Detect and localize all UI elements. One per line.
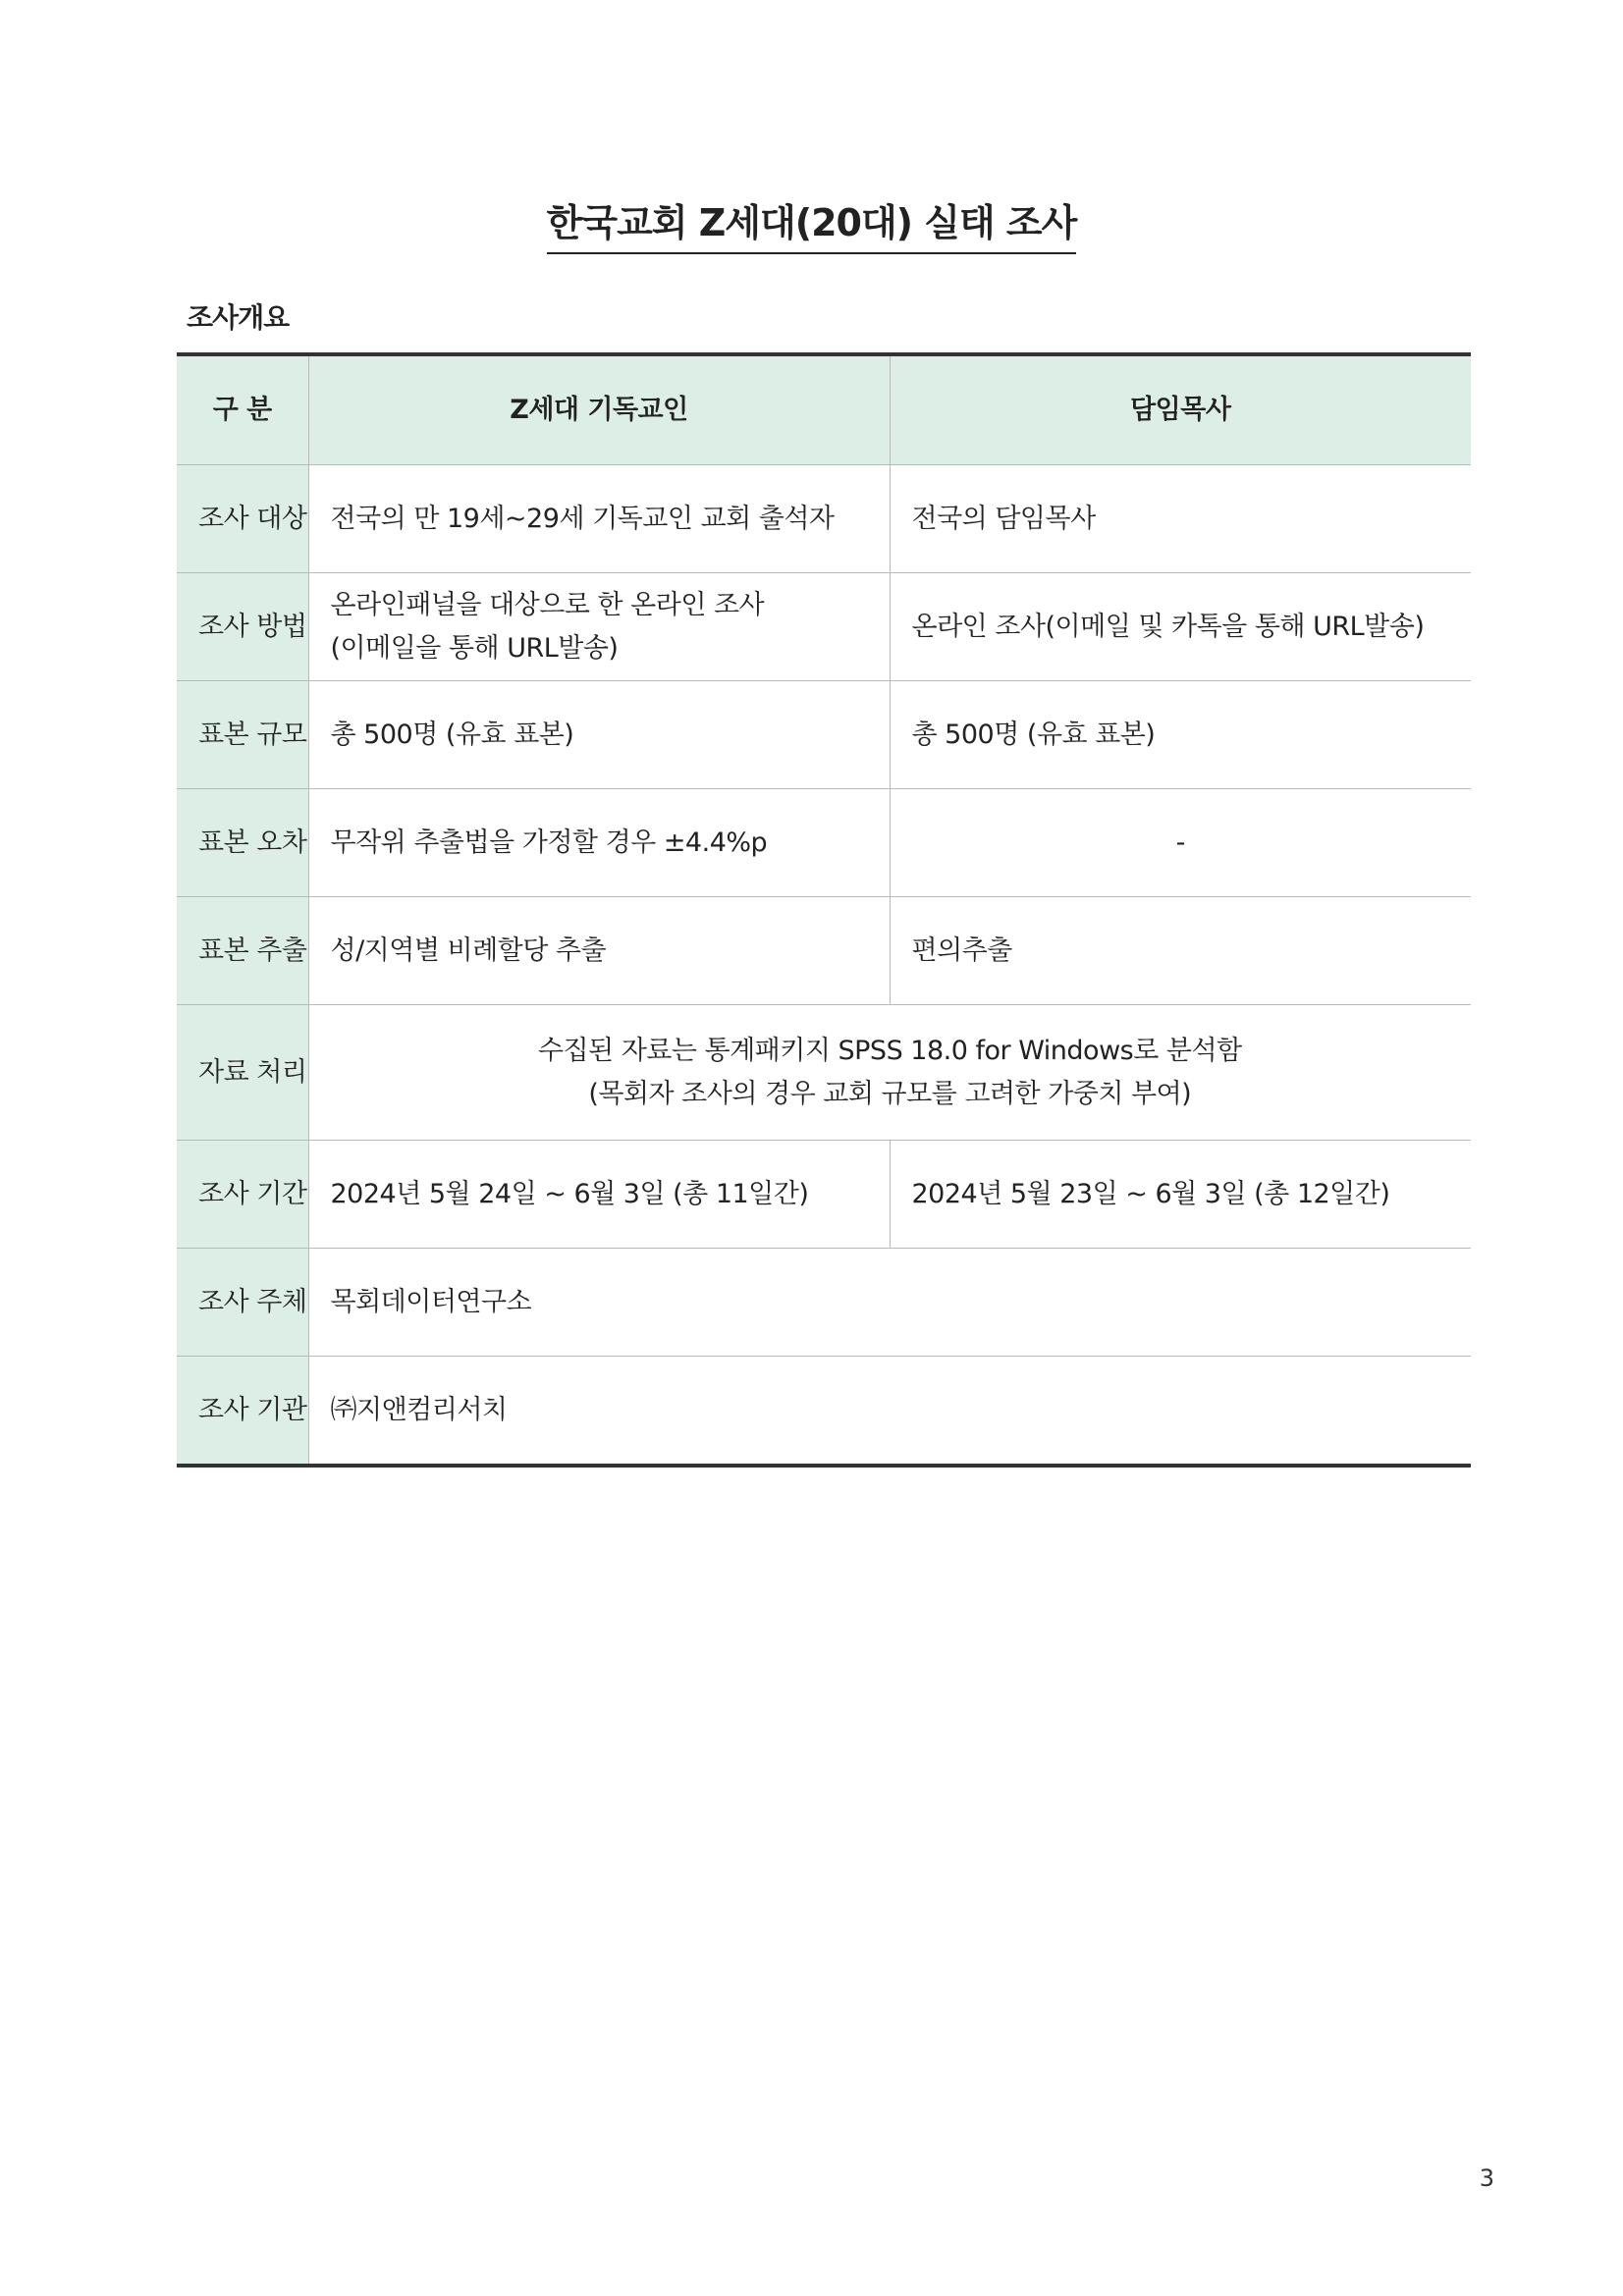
- cell-line: 온라인패널을 대상으로 한 온라인 조사: [330, 590, 765, 621]
- cell-line: 전국의 담임목사: [911, 503, 1096, 534]
- cell-line: ㈜지앤컴리서치: [330, 1394, 508, 1425]
- survey-overview-table: [177, 352, 1471, 1468]
- cell-line: (이메일을 통해 URL발송): [330, 632, 619, 664]
- header-z-generation: Z세대 기독교인: [308, 354, 890, 465]
- row-label: 조사 방법: [177, 573, 308, 681]
- table-row: [177, 465, 1471, 573]
- row-label: 조사 기관: [177, 1357, 308, 1467]
- cell-pastor: [890, 897, 1471, 1005]
- cell-line: 수집된 자료는 통계패키지 SPSS 18.0 for Windows로 분석함: [537, 1036, 1242, 1067]
- row-label: 자료 처리: [177, 1005, 308, 1141]
- table-row: [177, 789, 1471, 897]
- row-label: 조사 기간: [177, 1141, 308, 1249]
- document-title-text: 한국교회 Z세대(20대) 실태 조사: [547, 192, 1077, 254]
- cell-pastor: [890, 1141, 1471, 1249]
- document-title: [0, 192, 1623, 254]
- row-label: 표본 추출: [177, 897, 308, 1005]
- section-heading: 조사개요: [187, 301, 290, 334]
- header-pastor: 담임목사: [890, 354, 1471, 465]
- cell-z-generation: [308, 465, 890, 573]
- cell-z-generation: [308, 573, 890, 681]
- cell-merged: [308, 1249, 1471, 1357]
- table-header-row: [177, 354, 1471, 465]
- cell-line: 편의추출: [911, 934, 1012, 966]
- page-number: 3: [1479, 2164, 1494, 2192]
- cell-z-generation: [308, 681, 890, 789]
- cell-line: 무작위 추출법을 가정할 경우 ±4.4%p: [330, 827, 768, 858]
- row-label: 표본 오차: [177, 789, 308, 897]
- table-row: [177, 1005, 1471, 1141]
- row-label: 조사 대상: [177, 465, 308, 573]
- cell-line: 2024년 5월 24일 ~ 6월 3일 (총 11일간): [330, 1178, 809, 1209]
- cell-pastor: [890, 465, 1471, 573]
- cell-line: (목회자 조사의 경우 교회 규모를 고려한 가중치 부여): [588, 1078, 1192, 1109]
- table-row: [177, 1141, 1471, 1249]
- cell-merged: [308, 1005, 1471, 1141]
- table-row: [177, 1357, 1471, 1467]
- cell-pastor: [890, 573, 1471, 681]
- cell-z-generation: [308, 789, 890, 897]
- header-label: 구 분: [177, 354, 308, 465]
- cell-pastor: [890, 681, 1471, 789]
- cell-line: 총 500명 (유효 표본): [330, 719, 574, 750]
- table-row: [177, 681, 1471, 789]
- cell-line: 총 500명 (유효 표본): [911, 719, 1156, 750]
- cell-line: 2024년 5월 23일 ~ 6월 3일 (총 12일간): [911, 1178, 1390, 1209]
- cell-line: -: [1175, 827, 1185, 858]
- row-label: 조사 주체: [177, 1249, 308, 1357]
- table-row: [177, 573, 1471, 681]
- cell-z-generation: [308, 897, 890, 1005]
- table-row: [177, 1249, 1471, 1357]
- cell-line: 목회데이터연구소: [330, 1286, 532, 1317]
- cell-z-generation: [308, 1141, 890, 1249]
- cell-merged: [308, 1357, 1471, 1467]
- row-label: 표본 규모: [177, 681, 308, 789]
- cell-line: 온라인 조사(이메일 및 카톡을 통해 URL발송): [911, 611, 1425, 642]
- table-row: [177, 897, 1471, 1005]
- cell-line: 전국의 만 19세~29세 기독교인 교회 출석자: [330, 503, 835, 534]
- cell-line: 성/지역별 비례할당 추출: [330, 934, 607, 966]
- cell-pastor: [890, 789, 1471, 897]
